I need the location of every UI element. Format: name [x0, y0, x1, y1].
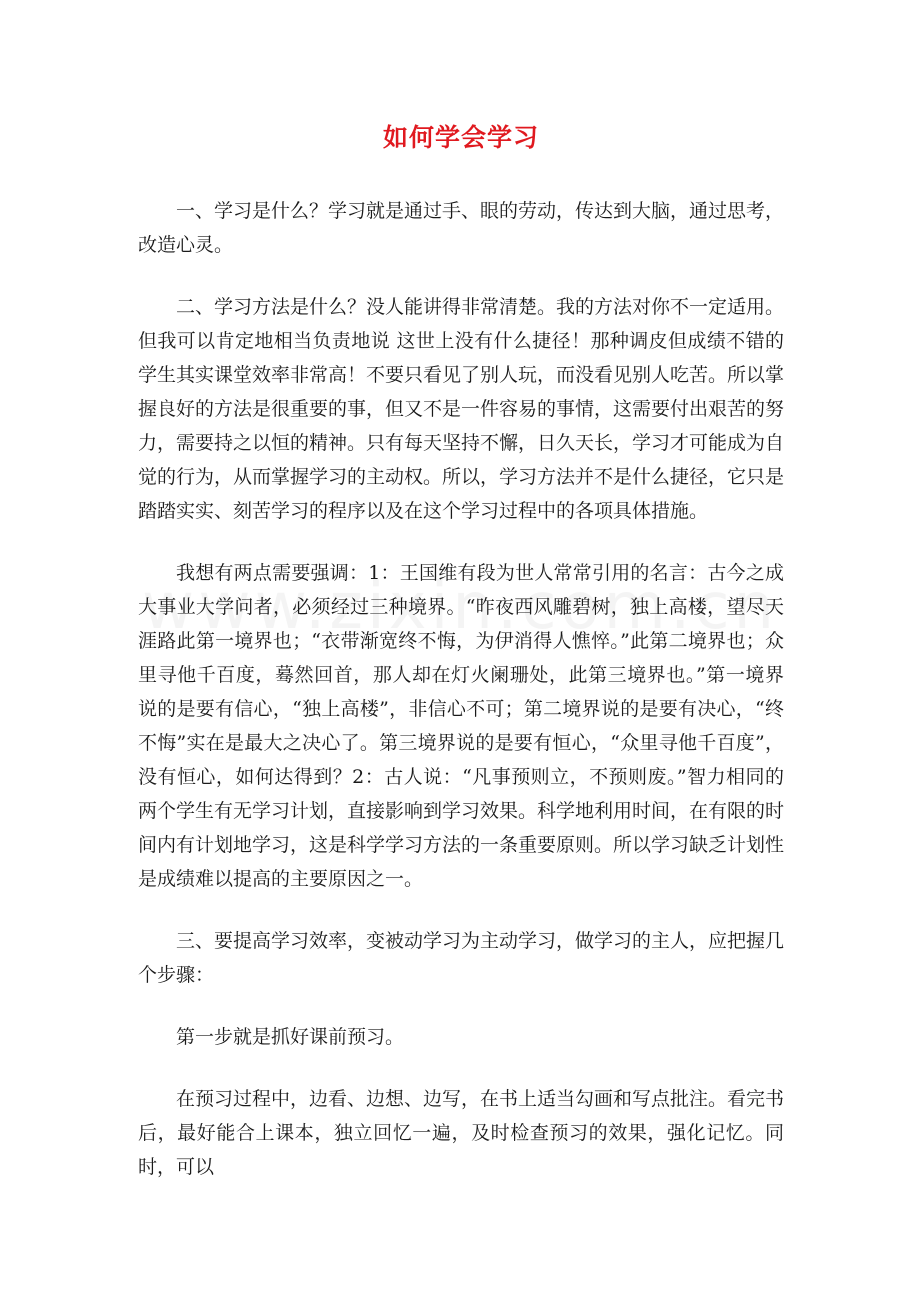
document-page [138, 118, 784, 1212]
paragraph-improve-efficiency: 三、要提高学习效率，变被动学习为主动学习，做学习的主人，应把握几个步骤： [138, 930, 785, 986]
paragraph-what-is-learning: 一、学习是什么？学习就是通过手、眼的劳动，传达到大脑，通过思考，改造心灵。 [138, 200, 785, 256]
paragraph-learning-method: 二、学习方法是什么？没人能讲得非常清楚。我的方法对你不一定适用。但我可以肯定地相当负责地说 这世上没有什么捷径！那种调皮但成绩不错的学生其实课堂效率非常高！不要只看见了别人玩，而没看见别人吃苦。所以掌握良好的方法是很重要的事，但又不是一件容易的事情，这需要付出艰苦的努力，需要持之以恒的精神。只有每天坚持不懈，日久天长，学习才可能成为自觉的行为，从而掌握学习的主动权。所以，学习方法并不是什么捷径，它只是踏踏实实、刻苦学习的程序以及在这个学习过程中的各项具体措施。 [138, 296, 785, 522]
paragraph-two-points: 我想有两点需要强调：1：王国维有段为世人常常引用的名言：古今之成大事业大学问者，必须经过三种境界。“昨夜西风雕碧树，独上高楼，望尽天涯路此第一境界也；“衣带渐宽终不悔，为伊消得人憔悴。”此第二境界也；众里寻他千百度，蓦然回首，那人却在灯火阑珊处，此第三境界也。”第一境界说的是要有信心，“独上高楼”，非信心不可；第二境界说的是要有决心，“终不悔”实在是最大之决心了。第三境界说的是要有恒心，“众里寻他千百度”，没有恒心，如何达得到？2：古人说：“凡事预则立，不预则废。”智力相同的两个学生有无学习计划，直接影响到学习效果。科学地利用时间，在有限的时间内有计划地学习，这是科学学习方法的一条重要原则。所以学习缺乏计划性是成绩难以提高的主要原因之一。 [138, 562, 785, 890]
document-title: 如何学会学习 [382, 123, 539, 152]
paragraph-preview-process: 在预习过程中，边看、边想、边写，在书上适当勾画和写点批注。看完书后，最好能合上课本，独立回忆一遍，及时检查预习的效果，强化记忆。同时，可以 [138, 1088, 785, 1178]
paragraph-step-one: 第一步就是抓好课前预习。 [176, 1026, 405, 1048]
